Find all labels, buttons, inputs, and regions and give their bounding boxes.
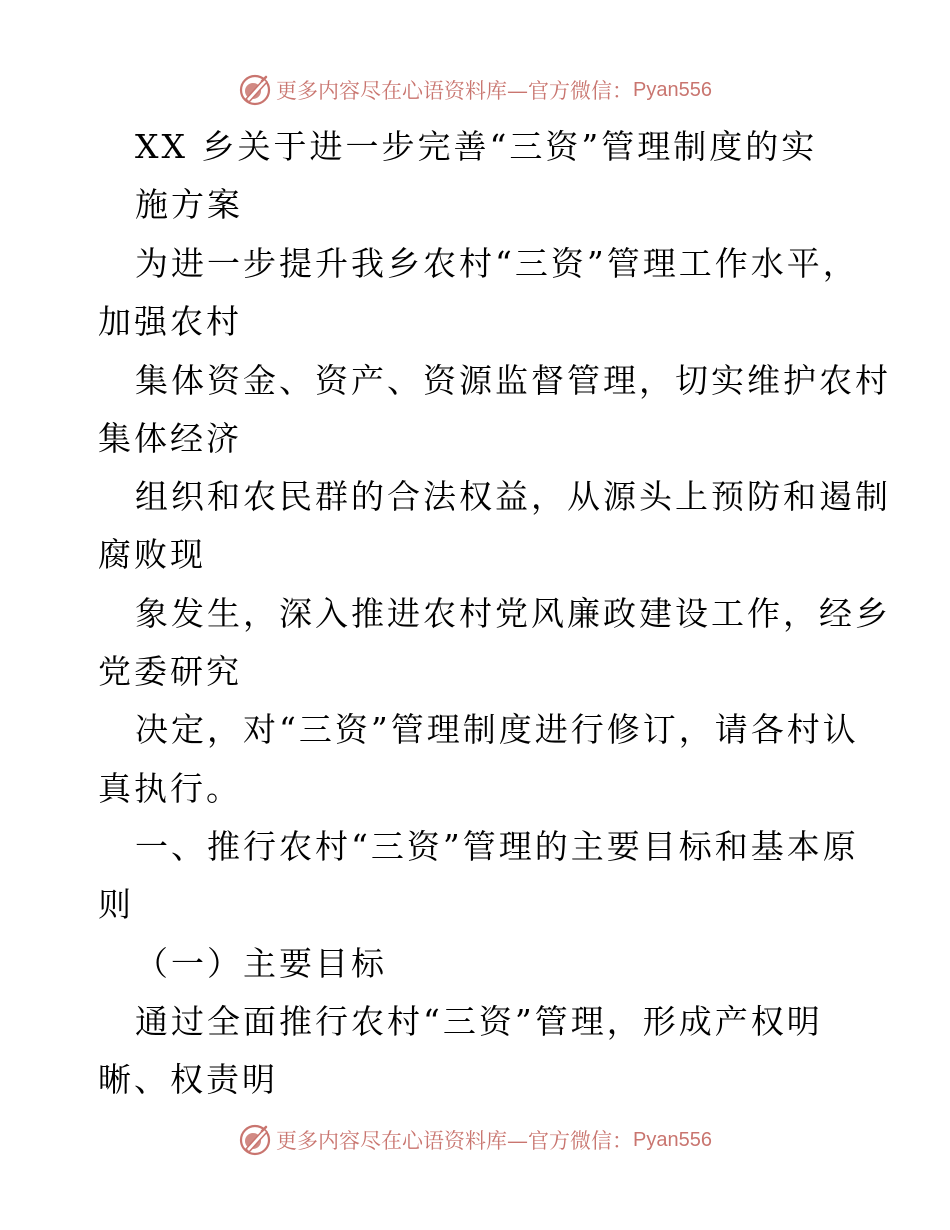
paragraph-line: 组织和农民群的合法权益，从源头上预防和遏制 — [135, 477, 891, 516]
header-watermark — [0, 70, 950, 110]
section-heading-line: 则 — [98, 885, 134, 924]
paragraph-line: 腐败现 — [98, 535, 206, 574]
watermark-text: 更多内容尽在心语资料库—官方微信： — [276, 79, 634, 103]
paragraph-line: 象发生，深入推进农村党风廉政建设工作，经乡 — [135, 594, 891, 633]
watermark-text: 更多内容尽在心语资料库—官方微信： — [276, 1129, 634, 1153]
section-heading-line: 一、推行农村“三资”管理的主要目标和基本原 — [135, 827, 859, 866]
paragraph-line: 为进一步提升我乡农村“三资”管理工作水平， — [135, 244, 859, 283]
paragraph-line: 晰、权责明 — [98, 1060, 278, 1099]
document-title-line-2: 施方案 — [135, 185, 243, 224]
paragraph-line: 真执行。 — [98, 769, 242, 808]
footer-watermark — [0, 1120, 950, 1160]
paragraph-line: 加强农村 — [98, 302, 242, 341]
subsection-heading: （一）主要目标 — [135, 944, 387, 983]
paragraph-line: 通过全面推行农村“三资”管理，形成产权明 — [135, 1002, 823, 1041]
pen-circle-logo-icon — [238, 73, 272, 107]
paragraph-line: 党委研究 — [98, 652, 242, 691]
paragraph-line: 集体经济 — [98, 419, 242, 458]
document-title-line-1: XX 乡关于进一步完善“三资”管理制度的实 — [135, 127, 818, 166]
paragraph-line: 集体资金、资产、资源监督管理，切实维护农村 — [135, 361, 891, 400]
watermark-wechat-id: Pyan556 — [633, 78, 712, 101]
pen-circle-logo-icon — [238, 1123, 272, 1157]
paragraph-line: 决定，对“三资”管理制度进行修订，请各村认 — [135, 710, 859, 749]
watermark-wechat-id: Pyan556 — [633, 1128, 712, 1151]
